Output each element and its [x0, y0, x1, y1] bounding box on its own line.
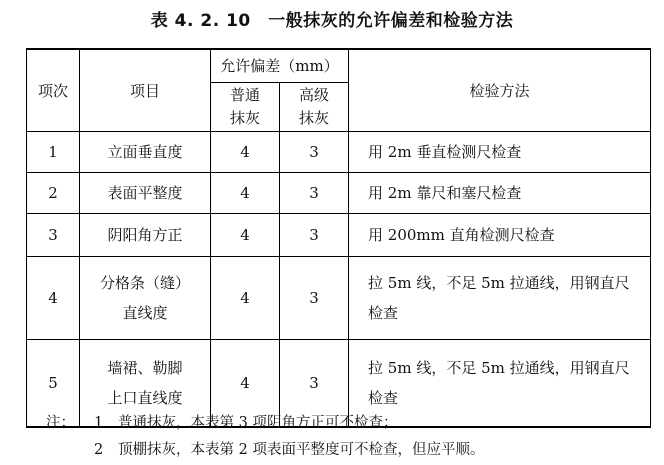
row-ordinary: 4: [211, 257, 280, 340]
row-advanced: 3: [280, 132, 349, 173]
row-advanced: 3: [280, 214, 349, 257]
row-item: 阴阳角方正: [80, 214, 211, 257]
row-item: 墙裙、勒脚 上口直线度: [80, 340, 211, 428]
table-row: [27, 214, 651, 257]
row-method: 用 200mm 直角检测尺检查: [349, 214, 651, 257]
table-title: 表 4. 2. 10 一般抹灰的允许偏差和检验方法: [150, 11, 514, 31]
row-ordinary: 4: [211, 340, 280, 428]
row-no: 2: [27, 173, 80, 214]
note-index: 2: [94, 442, 104, 458]
note-item: [46, 410, 484, 437]
row-method: 拉 5m 线，不足 5m 拉通线，用钢直尺检查: [349, 257, 651, 340]
note-text: 顶棚抹灰，本表第 2 项表面平整度可不检查，但应平顺。: [118, 442, 485, 458]
table-notes: [46, 410, 484, 464]
row-method: 拉 5m 线，不足 5m 拉通线，用钢直尺检查: [349, 340, 651, 428]
row-method: 用 2m 垂直检测尺检查: [349, 132, 651, 173]
table-row: [27, 132, 651, 173]
row-no: 3: [27, 214, 80, 257]
row-no: 4: [27, 257, 80, 340]
header-item: 项目: [80, 49, 211, 132]
row-advanced: 3: [280, 173, 349, 214]
row-no: 1: [27, 132, 80, 173]
notes-label: 注：: [46, 415, 75, 431]
note-item: [46, 437, 484, 464]
note-text: 普通抹灰，本表第 3 项阴角方正可不检查；: [118, 415, 398, 431]
note-index: 1: [94, 415, 104, 431]
header-no: 项次: [27, 49, 80, 132]
row-ordinary: 4: [211, 214, 280, 257]
row-item: 立面垂直度: [80, 132, 211, 173]
row-ordinary: 4: [211, 132, 280, 173]
header-method: 检验方法: [349, 49, 651, 132]
tolerance-table: [26, 48, 651, 428]
header-ordinary: 普通 抹灰: [211, 83, 280, 132]
table-row: [27, 173, 651, 214]
row-item: 表面平整度: [80, 173, 211, 214]
header-tolerance: 允许偏差（mm）: [211, 49, 349, 83]
row-method: 用 2m 靠尺和塞尺检查: [349, 173, 651, 214]
header-advanced: 高级 抹灰: [280, 83, 349, 132]
row-advanced: 3: [280, 257, 349, 340]
row-ordinary: 4: [211, 173, 280, 214]
table-row: [27, 257, 651, 340]
row-no: 5: [27, 340, 80, 428]
row-advanced: 3: [280, 340, 349, 428]
row-item: 分格条（缝） 直线度: [80, 257, 211, 340]
